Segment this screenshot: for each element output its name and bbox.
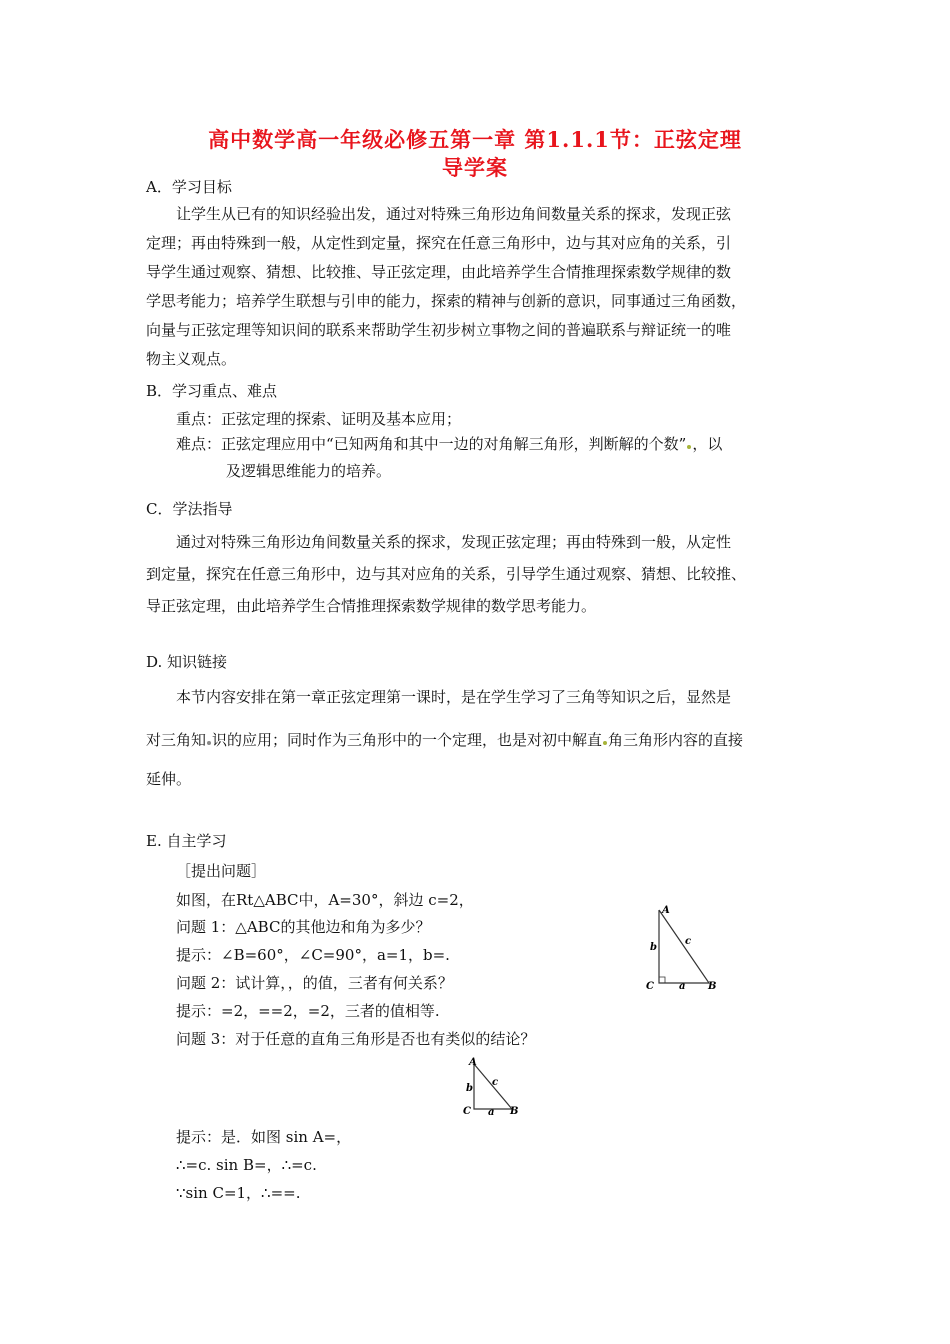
page-subtitle: 导学案 (442, 155, 508, 180)
section-a-line-3: 导学生通过观察、猜想、比较推、导正弦定理，由此培养学生合情推理探索数学规律的数 (146, 263, 732, 281)
section-b-difficult-1 (176, 433, 722, 454)
e-after-2: ∴=c. sin B=，∴=c. (176, 1156, 317, 1174)
mark-dot (603, 741, 607, 745)
fig1-label-c: c (685, 936, 692, 947)
e-after-1: 提示：是．如图 sin A=， (176, 1128, 352, 1146)
fig2-label-B: B (510, 1106, 519, 1117)
e-line-5: 提示：=2，==2，=2，三者的值相等. (176, 1002, 440, 1020)
section-d-line-3: 延伸。 (146, 770, 192, 788)
fig1-label-B: B (708, 981, 717, 992)
mark-dot (207, 741, 211, 745)
section-a-heading: A．学习目标 (146, 178, 232, 196)
e-line-4: 问题 2：试计算，，的值，三者有何关系？ (176, 974, 453, 992)
section-d-line-2a: 对三角知 (146, 731, 207, 749)
fig2-label-A: A (469, 1057, 477, 1068)
fig2-label-b: b (466, 1083, 473, 1094)
e-line-3: 提示：∠B=60°，∠C=90°，a=1，b=. (176, 946, 450, 964)
section-d-heading: D. 知识链接 (146, 653, 228, 671)
e-line-6: 问题 3：对于任意的直角三角形是否也有类似的结论？ (176, 1030, 536, 1048)
section-a-line-6: 物主义观点。 (146, 350, 237, 368)
triangle-figure-1 (640, 900, 730, 995)
section-b-difficult-text: 难点：正弦定理应用中“已知两角和其中一边的对角解三角形，判断解的个数” (176, 435, 687, 453)
section-b-difficult-2: 及逻辑思维能力的培养。 (226, 462, 392, 480)
fig2-label-C: C (463, 1106, 471, 1117)
section-d-line-2b: 识的应用；同时作为三角形中的一个定理，也是对初中解直 (212, 731, 603, 749)
fig1-label-C: C (646, 981, 654, 992)
section-c-line-1: 通过对特殊三角形边角间数量关系的探求，发现正弦定理；再由特殊到一般，从定性 (176, 533, 732, 551)
fig1-label-b: b (650, 942, 657, 953)
e-line-2: 问题 1：△ABC的其他边和角为多少？ (176, 918, 431, 936)
raise-question: ［提出问题］ (176, 862, 267, 880)
section-a-line-2: 定理；再由特殊到一般，从定性到定量，探究在任意三角形中，边与其对应角的关系，引 (146, 234, 732, 252)
section-b-heading: B．学习重点、难点 (146, 382, 278, 400)
section-a-line-4: 学思考能力；培养学生联想与引申的能力，探索的精神与创新的意识，同事通过三角函数， (146, 292, 747, 310)
section-e-heading: E. 自主学习 (146, 832, 227, 850)
fig2-label-a: a (488, 1107, 495, 1118)
page-title: 高中数学高一年级必修五第一章 第1.1.1节：正弦定理 (208, 127, 742, 152)
section-d-line-2c: 角三角形内容的直接 (608, 731, 744, 749)
fig1-label-A: A (662, 905, 670, 916)
section-a-line-5: 向量与正弦定理等知识间的联系来帮助学生初步树立事物之间的普遍联系与辩证统一的唯 (146, 321, 732, 339)
section-b-difficult-tail: ，以 (692, 435, 723, 453)
mark-dot (687, 445, 691, 449)
section-d-line-2 (146, 729, 743, 750)
e-after-3: ∵sin C=1，∴==. (176, 1184, 301, 1202)
section-c-heading: C．学法指导 (146, 500, 233, 518)
e-line-1: 如图，在Rt△ABC中，A=30°，斜边 c=2， (176, 891, 474, 909)
section-b-key: 重点：正弦定理的探索、证明及基本应用； (176, 410, 462, 428)
section-d-line-1: 本节内容安排在第一章正弦定理第一课时，是在学生学习了三角等知识之后，显然是 (176, 688, 732, 706)
triangle-figure-2 (462, 1054, 528, 1118)
section-c-line-3: 导正弦定理，由此培养学生合情推理探索数学规律的数学思考能力。 (146, 597, 597, 615)
fig2-label-c: c (492, 1077, 499, 1088)
fig1-label-a: a (679, 981, 686, 992)
section-c-line-2: 到定量，探究在任意三角形中，边与其对应角的关系，引导学生通过观察、猜想、比较推、 (146, 565, 747, 583)
section-a-line-1: 让学生从已有的知识经验出发，通过对特殊三角形边角间数量关系的探求，发现正弦 (176, 205, 732, 223)
